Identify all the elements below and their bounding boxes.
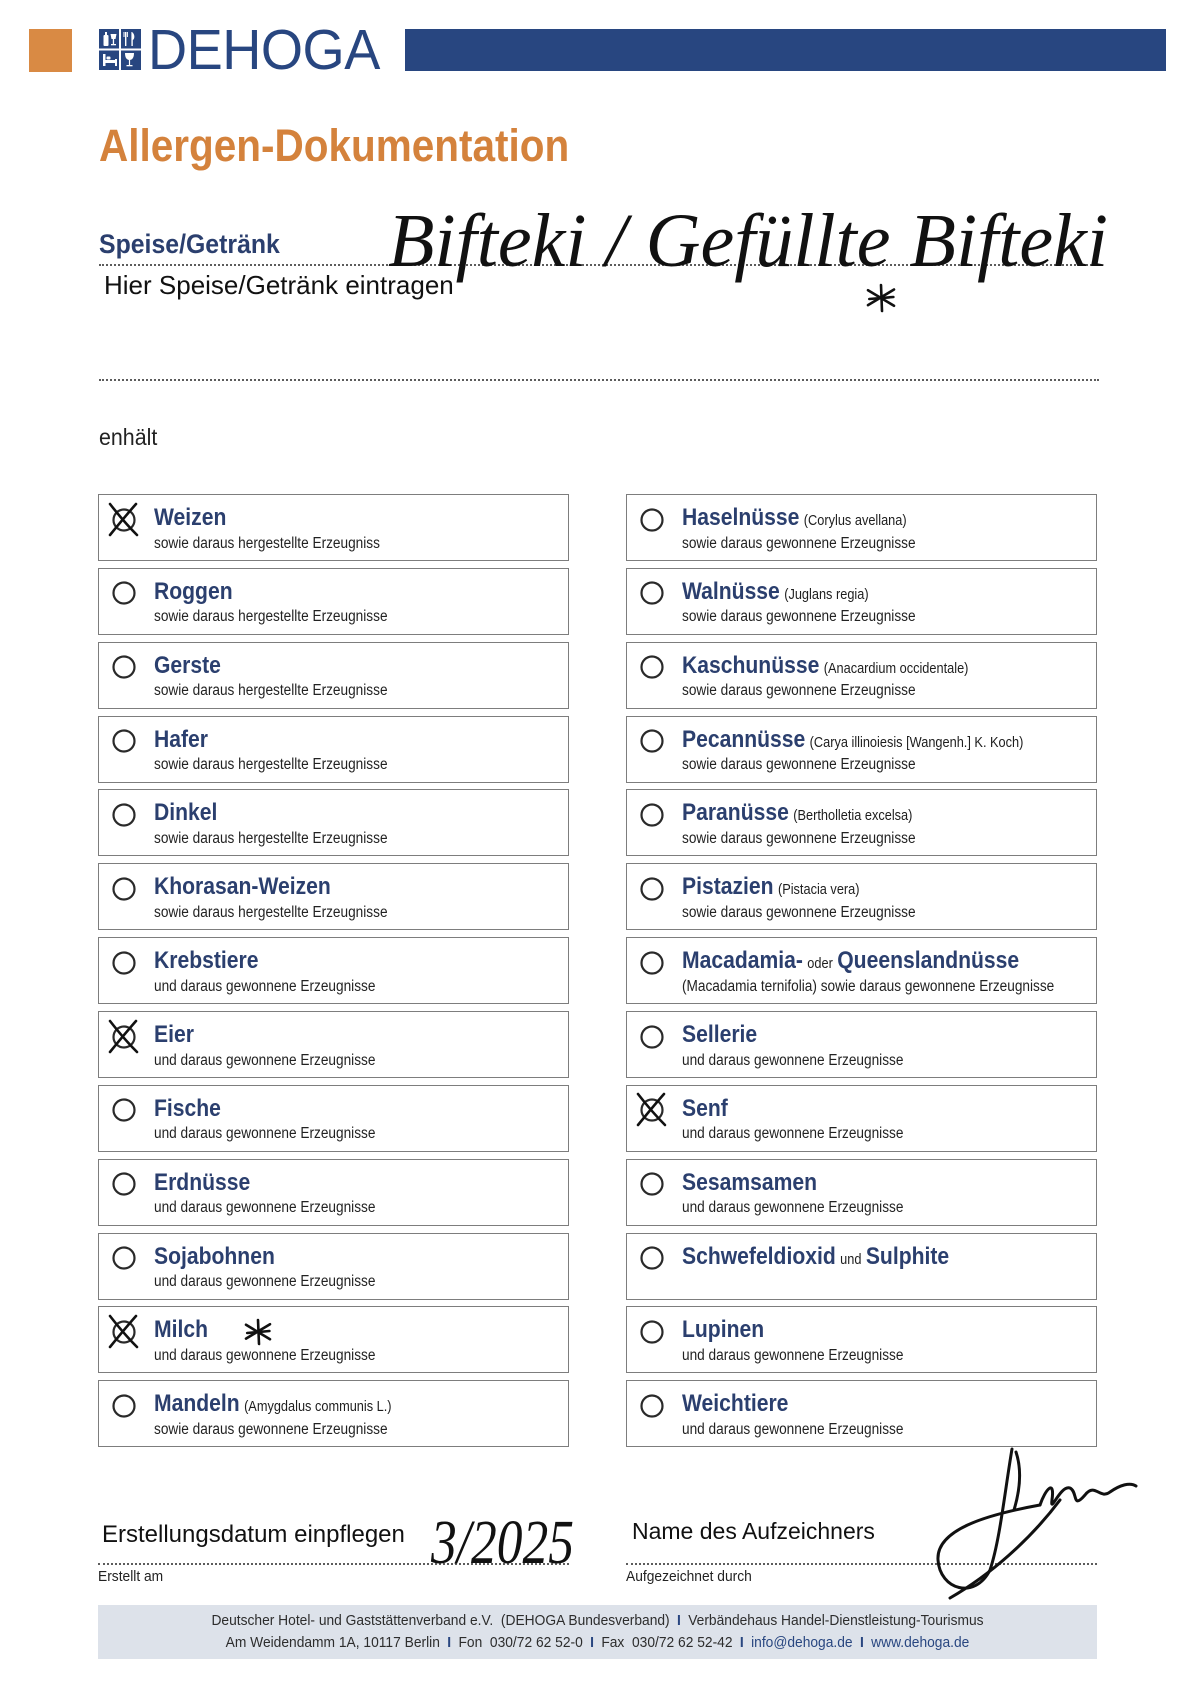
checkbox-circle bbox=[641, 731, 662, 752]
checkbox-circle bbox=[641, 1026, 662, 1047]
allergen-item-paranuesse bbox=[626, 789, 1097, 856]
allergen-item-weizen bbox=[98, 494, 569, 561]
checkbox-circle bbox=[113, 1248, 134, 1269]
allergen-item-gerste bbox=[98, 642, 569, 709]
footer-phone: Fon 030/72 62 52-0 bbox=[458, 1634, 583, 1651]
footer-organization: Deutscher Hotel- und Gaststättenverband e.V. (DEHOGA Bundesverband) bbox=[211, 1612, 670, 1629]
allergen-name: Roggen bbox=[153, 577, 233, 605]
checkbox-milch[interactable] bbox=[102, 1310, 142, 1350]
allergen-latin-name: (Amygdalus communis L.) bbox=[243, 1399, 392, 1416]
allergen-title bbox=[682, 1023, 757, 1047]
dish-input-line-2[interactable] bbox=[99, 379, 1099, 381]
allergen-title bbox=[153, 1168, 250, 1196]
checkbox-circle bbox=[641, 1321, 662, 1342]
allergen-description: und daraus gewonnene Erzeugnisse bbox=[153, 1051, 375, 1069]
allergen-name: Dinkel bbox=[153, 799, 217, 827]
allergen-description: sowie daraus gewonnene Erzeugnisse bbox=[681, 829, 916, 847]
allergen-description: sowie daraus hergestellte Erzeugnisse bbox=[153, 608, 388, 626]
checkbox-paranuesse[interactable] bbox=[630, 793, 670, 833]
checkbox-circle bbox=[113, 804, 134, 825]
allergen-name: Khorasan-Weizen bbox=[153, 873, 331, 901]
allergen-item-lupinen bbox=[626, 1306, 1097, 1373]
allergen-item-eier bbox=[98, 1011, 569, 1078]
footer-line-2 bbox=[138, 1635, 1057, 1650]
asterisk-mark bbox=[243, 1317, 273, 1347]
allergen-title bbox=[682, 1392, 788, 1416]
checkbox-weizen[interactable] bbox=[102, 498, 142, 538]
allergen-name: Erdnüsse bbox=[153, 1168, 250, 1196]
allergen-name: Haselnüsse bbox=[681, 504, 799, 531]
allergen-description: und daraus gewonnene Erzeugnisse bbox=[153, 1199, 375, 1217]
allergen-title bbox=[681, 725, 1023, 755]
allergen-title bbox=[153, 651, 221, 679]
allergen-title bbox=[682, 801, 912, 828]
allergen-title bbox=[154, 506, 226, 530]
contains-label: enhält bbox=[99, 424, 158, 450]
checkbox-circle bbox=[641, 1395, 662, 1416]
allergen-description: und daraus gewonnene Erzeugnisse bbox=[681, 1346, 903, 1364]
checkbox-senf[interactable] bbox=[630, 1088, 670, 1128]
footer-building: Verbändehaus Handel-Dienstleistung-Tourismus bbox=[688, 1612, 984, 1629]
allergen-name: Schwefeldioxid bbox=[681, 1242, 836, 1270]
allergen-description: sowie daraus hergestellte Erzeugnisse bbox=[153, 829, 388, 847]
allergen-name: Kaschunüsse bbox=[681, 651, 819, 679]
allergen-description: und daraus gewonnene Erzeugnisse bbox=[153, 1346, 375, 1364]
allergen-description: und daraus gewonnene Erzeugnisse bbox=[681, 1420, 903, 1438]
allergen-name: Krebstiere bbox=[153, 947, 258, 975]
checkbox-walnuesse[interactable] bbox=[630, 571, 670, 611]
accent-square bbox=[29, 29, 72, 72]
footer-separator: I bbox=[447, 1634, 452, 1651]
footer bbox=[98, 1605, 1097, 1659]
allergen-name: Sellerie bbox=[681, 1021, 757, 1049]
checkbox-circle bbox=[113, 952, 134, 973]
allergen-item-sesamsamen bbox=[626, 1159, 1097, 1226]
checkbox-roggen[interactable] bbox=[102, 571, 142, 611]
checkbox-circle bbox=[113, 1395, 134, 1416]
recorder-signature bbox=[938, 1449, 1136, 1598]
allergen-title bbox=[154, 1318, 208, 1342]
allergen-name-alt: Queenslandnüsse bbox=[836, 947, 1019, 975]
allergen-description: sowie daraus gewonnene Erzeugnisse bbox=[681, 903, 916, 921]
allergen-title bbox=[153, 577, 233, 605]
allergen-item-walnuesse bbox=[626, 568, 1097, 635]
allergen-name: Paranüsse bbox=[681, 799, 789, 827]
allergen-name: Milch bbox=[153, 1316, 208, 1344]
allergen-item-fische bbox=[98, 1085, 569, 1152]
allergen-description: sowie daraus gewonnene Erzeugnisse bbox=[681, 756, 916, 774]
allergen-name: Senf bbox=[681, 1094, 728, 1122]
page-title: Allergen-Dokumentation bbox=[99, 120, 570, 171]
allergen-name-alt: Sulphite bbox=[865, 1242, 949, 1270]
dish-field-label: Speise/Getränk bbox=[99, 229, 280, 259]
allergen-latin-name: (Carya illinoiesis [Wangenh.] K. Koch) bbox=[809, 734, 1023, 751]
allergen-name: Mandeln bbox=[153, 1390, 240, 1418]
allergen-name: Pistazien bbox=[681, 873, 774, 901]
checkbox-sojabohnen[interactable] bbox=[102, 1236, 142, 1276]
allergen-description: sowie daraus hergestellte Erzeugnisse bbox=[153, 756, 388, 774]
allergen-connector: und bbox=[839, 1251, 861, 1268]
allergen-item-sojabohnen bbox=[98, 1233, 569, 1300]
allergen-description: sowie daraus gewonnene Erzeugnisse bbox=[681, 534, 916, 552]
allergen-item-schwefeldioxid bbox=[626, 1233, 1097, 1300]
allergen-title bbox=[153, 1242, 275, 1270]
dehoga-logo-icon bbox=[99, 29, 141, 70]
checkbox-circle bbox=[113, 1174, 134, 1195]
allergen-description: und daraus gewonnene Erzeugnisse bbox=[681, 1051, 903, 1069]
allergen-item-erdnuesse bbox=[98, 1159, 569, 1226]
allergen-item-mandeln bbox=[98, 1380, 569, 1447]
allergen-description: sowie daraus hergestellte Erzeugnisse bbox=[153, 903, 388, 921]
allergen-latin-name: (Pistacia vera) bbox=[777, 882, 860, 899]
allergen-title bbox=[682, 1318, 764, 1342]
checkbox-pecannuesse[interactable] bbox=[630, 719, 670, 759]
allergen-item-dinkel bbox=[98, 789, 569, 856]
allergen-connector: oder bbox=[806, 956, 833, 973]
checkbox-schwefeldioxid[interactable] bbox=[630, 1236, 670, 1276]
allergen-item-milch bbox=[98, 1306, 569, 1373]
dish-handwritten-value: Bifteki / Gefüllte Bifteki bbox=[388, 199, 1108, 283]
date-caption: Erstellt am bbox=[98, 1568, 164, 1585]
allergen-latin-name: (Bertholletia excelsa) bbox=[792, 808, 912, 825]
allergen-name: Macadamia- bbox=[681, 947, 803, 975]
allergen-item-sellerie bbox=[626, 1011, 1097, 1078]
checkbox-dinkel[interactable] bbox=[102, 793, 142, 833]
checkbox-circle bbox=[641, 657, 662, 678]
checkbox-gerste[interactable] bbox=[102, 645, 142, 685]
checkbox-fische[interactable] bbox=[102, 1088, 142, 1128]
checkbox-circle bbox=[641, 509, 662, 530]
allergen-title bbox=[154, 1392, 392, 1419]
allergen-description: sowie daraus hergestellte Erzeugniss bbox=[153, 534, 380, 552]
allergen-item-roggen bbox=[98, 568, 569, 635]
allergen-title bbox=[681, 1094, 728, 1122]
checkbox-krebstiere[interactable] bbox=[102, 941, 142, 981]
checkbox-weichtiere[interactable] bbox=[630, 1384, 670, 1424]
checkbox-haselnuesse[interactable] bbox=[630, 498, 670, 538]
allergen-title bbox=[154, 801, 217, 825]
allergen-latin-name: (Corylus avellana) bbox=[803, 513, 907, 529]
header-bar bbox=[405, 29, 1166, 71]
checkbox-circle bbox=[641, 1174, 662, 1195]
checkbox-eier[interactable] bbox=[102, 1015, 142, 1055]
footer-fax: Fax 030/72 62 52-42 bbox=[601, 1634, 733, 1651]
recorder-caption: Aufgezeichnet durch bbox=[626, 1568, 752, 1585]
checkbox-circle bbox=[113, 657, 134, 678]
allergen-title bbox=[154, 949, 258, 973]
checkbox-circle bbox=[641, 878, 662, 899]
checkbox-pistazien[interactable] bbox=[630, 867, 670, 907]
allergen-name: Hafer bbox=[153, 725, 208, 753]
allergen-item-hafer bbox=[98, 716, 569, 783]
checkbox-circle bbox=[113, 731, 134, 752]
dish-asterisk-mark bbox=[868, 285, 894, 311]
dehoga-logo-text: DEHOGA bbox=[148, 18, 380, 82]
allergen-name: Eier bbox=[153, 1021, 194, 1049]
date-handwritten-value: 3/2025 bbox=[430, 1509, 574, 1577]
footer-website-link[interactable]: www.dehoga.de bbox=[871, 1634, 970, 1651]
allergen-description: und daraus gewonnene Erzeugnisse bbox=[681, 1125, 903, 1143]
dish-field-hint: Hier Speise/Getränk eintragen bbox=[104, 270, 454, 300]
footer-separator: I bbox=[590, 1634, 594, 1651]
allergen-description: (Macadamia ternifolia) sowie daraus gewonnene Erzeugnisse bbox=[681, 977, 1054, 995]
allergen-description: sowie daraus gewonnene Erzeugnisse bbox=[681, 682, 916, 700]
allergen-item-senf bbox=[626, 1085, 1097, 1152]
checkbox-circle bbox=[113, 1100, 134, 1121]
checkbox-lupinen[interactable] bbox=[630, 1310, 670, 1350]
footer-line-1 bbox=[138, 1613, 1057, 1628]
allergen-latin-name: (Anacardium occidentale) bbox=[823, 660, 968, 677]
allergen-description: sowie daraus hergestellte Erzeugnisse bbox=[153, 682, 388, 700]
allergen-item-macadamia bbox=[626, 937, 1097, 1004]
checkbox-circle bbox=[641, 952, 662, 973]
allergen-description: sowie daraus gewonnene Erzeugnisse bbox=[153, 1420, 388, 1438]
allergen-title bbox=[681, 1242, 949, 1272]
allergen-title bbox=[682, 949, 1019, 976]
checkbox-sellerie[interactable] bbox=[630, 1015, 670, 1055]
allergen-description: und daraus gewonnene Erzeugnisse bbox=[681, 1199, 903, 1217]
allergen-title bbox=[682, 875, 860, 902]
checkbox-mandeln[interactable] bbox=[102, 1384, 142, 1424]
checkbox-circle bbox=[113, 878, 134, 899]
allergen-title bbox=[681, 651, 968, 681]
allergen-item-haselnuesse bbox=[626, 494, 1097, 561]
dish-input-line[interactable] bbox=[99, 264, 1099, 266]
allergen-title bbox=[154, 1023, 194, 1047]
allergen-latin-name: (Juglans regia) bbox=[783, 586, 869, 603]
allergen-title bbox=[154, 875, 331, 899]
allergen-item-weichtiere bbox=[626, 1380, 1097, 1447]
checkbox-hafer[interactable] bbox=[102, 719, 142, 759]
allergen-title bbox=[681, 1168, 817, 1196]
checkbox-circle bbox=[641, 804, 662, 825]
checkbox-macadamia[interactable] bbox=[630, 941, 670, 981]
recorder-field-label: Name des Aufzeichners bbox=[632, 1518, 875, 1544]
allergen-description: und daraus gewonnene Erzeugnisse bbox=[153, 1125, 375, 1143]
allergen-name: Walnüsse bbox=[681, 577, 780, 605]
allergen-name: Sojabohnen bbox=[153, 1242, 275, 1270]
checkbox-sesamsamen[interactable] bbox=[630, 1162, 670, 1202]
allergen-name: Weichtiere bbox=[681, 1390, 788, 1418]
recorder-input-line[interactable] bbox=[626, 1563, 1097, 1565]
allergen-name: Gerste bbox=[153, 651, 221, 679]
checkbox-kaschunuesse[interactable] bbox=[630, 645, 670, 685]
allergen-name: Lupinen bbox=[681, 1316, 764, 1344]
date-input-line[interactable] bbox=[98, 1563, 569, 1565]
footer-separator: I bbox=[739, 1634, 744, 1651]
allergen-item-pistazien bbox=[626, 863, 1097, 930]
allergen-title bbox=[153, 1094, 221, 1122]
date-field-label: Erstellungsdatum einpflegen bbox=[102, 1521, 405, 1548]
allergen-description: und daraus gewonnene Erzeugnisse bbox=[153, 977, 375, 995]
footer-email-link[interactable]: info@dehoga.de bbox=[751, 1634, 853, 1651]
checkbox-circle bbox=[641, 583, 662, 604]
checkbox-erdnuesse[interactable] bbox=[102, 1162, 142, 1202]
checkbox-circle bbox=[641, 1248, 662, 1269]
allergen-description: und daraus gewonnene Erzeugnisse bbox=[153, 1273, 375, 1291]
allergen-name: Weizen bbox=[153, 504, 226, 531]
allergen-title bbox=[682, 506, 907, 533]
footer-separator: I bbox=[677, 1612, 681, 1629]
checkbox-circle bbox=[113, 583, 134, 604]
allergen-title bbox=[153, 725, 208, 753]
allergen-description: sowie daraus gewonnene Erzeugnisse bbox=[681, 608, 916, 626]
checkbox-khorasan-weizen[interactable] bbox=[102, 867, 142, 907]
allergen-item-krebstiere bbox=[98, 937, 569, 1004]
allergen-item-khorasan-weizen bbox=[98, 863, 569, 930]
allergen-name: Sesamsamen bbox=[681, 1168, 817, 1196]
footer-separator: I bbox=[859, 1634, 864, 1651]
allergen-title bbox=[681, 577, 869, 607]
allergen-name: Pecannüsse bbox=[681, 725, 805, 753]
allergen-item-kaschunuesse bbox=[626, 642, 1097, 709]
footer-address: Am Weidendamm 1A, 10117 Berlin bbox=[225, 1634, 440, 1651]
allergen-item-pecannuesse bbox=[626, 716, 1097, 783]
allergen-name: Fische bbox=[153, 1094, 221, 1122]
